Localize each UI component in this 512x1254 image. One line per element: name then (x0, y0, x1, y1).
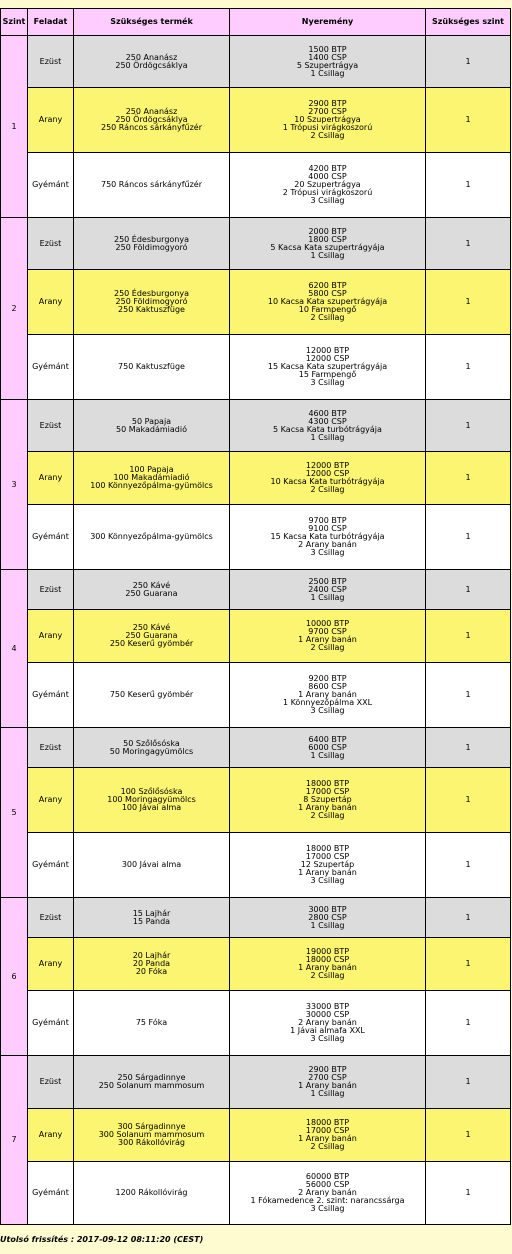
reward-line: 3 Csillag (310, 378, 345, 387)
required-products-cell (74, 153, 230, 218)
reward-line: 18000 BTP (305, 844, 350, 853)
level-cell: 7 (1, 1056, 28, 1225)
product-line: 50 Moringagyümölcs (109, 746, 194, 756)
task-cell: Gyémánt (28, 1162, 74, 1225)
table-row (1, 663, 511, 728)
required-products-cell (74, 88, 230, 153)
product-line: 250 Kávé (132, 623, 171, 632)
product-line: 250 Édesburgonya (113, 289, 189, 298)
reward-line: 5 Szupertrágya (296, 60, 359, 70)
reward-line: 1 Arany banán (298, 868, 357, 877)
level-cell: 4 (1, 570, 28, 728)
reward-line: 17000 CSP (305, 787, 350, 796)
task-cell: Arany (28, 1109, 74, 1162)
reward-line: 1 Arany banán (298, 963, 357, 972)
reward-line: 2700 CSP (308, 1073, 347, 1082)
table-row (1, 570, 511, 610)
product-line: 250 Solanum mammosum (98, 1081, 205, 1090)
required-products-cell (74, 452, 230, 505)
reward-line: 3000 BTP (308, 904, 347, 914)
reward-cell (230, 153, 426, 218)
reward-line: 2 Csillag (310, 1142, 345, 1151)
product-line: 300 Rákollóvirág (118, 1138, 185, 1147)
table-row (1, 991, 511, 1056)
reward-cell (230, 991, 426, 1056)
required-level-cell: 1 (426, 335, 511, 400)
reward-line: 2000 BTP (308, 226, 347, 236)
task-cell: Gyémánt (28, 663, 74, 728)
reward-line: 2 Trópusi virágkoszorú (282, 188, 373, 197)
reward-cell (230, 610, 426, 663)
reward-line: 19000 BTP (305, 947, 350, 956)
reward-line: 3 Csillag (310, 548, 345, 557)
task-cell: Gyémánt (28, 335, 74, 400)
product-line: 250 Kaktuszfüge (118, 305, 185, 314)
reward-line: 17000 CSP (305, 1126, 350, 1135)
product-line: 75 Fóka (135, 1018, 168, 1027)
product-line: 300 Sárgadinnye (117, 1122, 186, 1131)
reward-line: 1 Arany banán (298, 635, 357, 644)
task-cell: Gyémánt (28, 991, 74, 1056)
product-line: 250 Édesburgonya (113, 234, 189, 244)
task-table (0, 8, 511, 1225)
required-products-cell (74, 218, 230, 270)
reward-line: 4600 BTP (308, 408, 347, 418)
task-cell: Ezüst (28, 898, 74, 938)
reward-cell (230, 1109, 426, 1162)
task-cell: Arany (28, 88, 74, 153)
required-products-cell (74, 1056, 230, 1109)
required-level-cell: 1 (426, 898, 511, 938)
product-line: 20 Fóka (135, 967, 168, 976)
task-cell: Arany (28, 270, 74, 335)
product-line: 300 Könnyezőpálma-gyümölcs (90, 532, 213, 541)
reward-line: 2700 CSP (308, 107, 347, 116)
reward-line: 1 Arany banán (298, 690, 357, 699)
reward-cell (230, 452, 426, 505)
task-cell: Ezüst (28, 570, 74, 610)
reward-line: 2400 CSP (308, 584, 347, 594)
required-products-cell (74, 728, 230, 768)
required-products-cell (74, 898, 230, 938)
reward-line: 5 Kacsa Kata szupertrágyája (270, 242, 385, 252)
table-row (1, 400, 511, 452)
required-products-cell (74, 570, 230, 610)
required-products-cell (74, 938, 230, 991)
reward-cell (230, 88, 426, 153)
product-line: 250 Ráncos sárkányfűzér (100, 123, 203, 132)
product-line: 15 Lajhár (132, 908, 171, 918)
required-products-cell (74, 833, 230, 898)
reward-line: 1 Arany banán (298, 1081, 357, 1090)
reward-line: 2 Csillag (310, 131, 345, 140)
task-cell: Arany (28, 938, 74, 991)
product-line: 100 Jávai alma (121, 803, 182, 812)
required-products-cell (74, 505, 230, 570)
product-line: 250 Ananász (125, 107, 178, 116)
reward-cell (230, 768, 426, 833)
reward-line: 12000 CSP (305, 469, 350, 478)
required-products-cell (74, 400, 230, 452)
reward-line: 6000 CSP (308, 742, 347, 752)
reward-line: 33000 BTP (305, 1002, 350, 1011)
header-required-level: Szükséges szint (426, 9, 511, 36)
task-cell: Ezüst (28, 36, 74, 88)
product-line: 750 Keserű gyömbér (109, 690, 194, 699)
product-line: 750 Kaktuszfüge (118, 362, 185, 371)
reward-line: 15 Kacsa Kata turbótrágyája (270, 532, 385, 541)
table-row (1, 153, 511, 218)
reward-line: 15 Farmpengő (298, 370, 357, 379)
reward-line: 10000 BTP (305, 619, 350, 628)
required-level-cell: 1 (426, 768, 511, 833)
product-line: 1200 Rákollóvirág (115, 1188, 188, 1197)
table-row (1, 938, 511, 991)
table-row (1, 270, 511, 335)
reward-line: 1 Arany banán (298, 803, 357, 812)
reward-line: 10 Szupertrágya (294, 115, 361, 124)
product-line: 250 Ördögcsáklya (115, 115, 188, 124)
reward-line: 2800 CSP (308, 912, 347, 922)
task-cell: Ezüst (28, 218, 74, 270)
reward-line: 9700 BTP (308, 516, 347, 525)
required-level-cell: 1 (426, 1109, 511, 1162)
reward-line: 6200 BTP (308, 281, 347, 290)
task-cell: Gyémánt (28, 833, 74, 898)
reward-cell (230, 36, 426, 88)
required-products-cell (74, 663, 230, 728)
product-line: 250 Kávé (132, 580, 171, 590)
reward-line: 4200 BTP (308, 164, 347, 173)
reward-line: 4300 CSP (308, 416, 347, 426)
required-level-cell: 1 (426, 728, 511, 768)
reward-cell (230, 1162, 426, 1225)
reward-line: 10 Kacsa Kata turbótrágyája (270, 477, 385, 486)
required-products-cell (74, 991, 230, 1056)
table-body (1, 36, 511, 1225)
table-row (1, 1056, 511, 1109)
reward-line: 1 Csillag (310, 920, 345, 930)
table-row (1, 36, 511, 88)
reward-cell (230, 400, 426, 452)
required-level-cell: 1 (426, 1162, 511, 1225)
product-line: 20 Panda (132, 959, 171, 968)
reward-line: 2 Arany banán (298, 1188, 357, 1197)
product-line: 250 Földimogyoró (115, 297, 188, 306)
task-cell: Gyémánt (28, 153, 74, 218)
required-level-cell: 1 (426, 452, 511, 505)
reward-cell (230, 335, 426, 400)
reward-line: 2900 BTP (308, 99, 347, 108)
task-cell: Arany (28, 768, 74, 833)
table-row (1, 335, 511, 400)
reward-line: 2 Arany banán (298, 1018, 357, 1027)
product-line: 15 Panda (132, 916, 171, 926)
reward-line: 1500 BTP (308, 44, 347, 54)
reward-line: 1 Csillag (310, 250, 345, 260)
reward-line: 2900 BTP (308, 1065, 347, 1074)
reward-line: 3 Csillag (310, 196, 345, 205)
header-row (1, 9, 511, 36)
reward-line: 3 Csillag (310, 706, 345, 715)
product-line: 250 Ananász (125, 52, 178, 62)
required-level-cell: 1 (426, 36, 511, 88)
level-cell: 1 (1, 36, 28, 218)
task-cell: Arany (28, 452, 74, 505)
reward-line: 12000 BTP (305, 461, 350, 470)
reward-line: 15 Kacsa Kata szupertrágyája (267, 362, 388, 371)
table-row (1, 452, 511, 505)
product-line: 50 Szőlősóska (123, 738, 180, 748)
table-row (1, 505, 511, 570)
product-line: 50 Papaja (131, 416, 172, 426)
required-products-cell (74, 270, 230, 335)
reward-line: 5800 CSP (308, 289, 347, 298)
reward-cell (230, 218, 426, 270)
reward-line: 12000 BTP (305, 346, 350, 355)
reward-line: 9200 BTP (308, 674, 347, 683)
reward-line: 17000 CSP (305, 852, 350, 861)
reward-line: 12000 CSP (305, 354, 350, 363)
reward-line: 1 Csillag (310, 432, 345, 442)
reward-line: 4000 CSP (308, 172, 347, 181)
reward-cell (230, 728, 426, 768)
required-level-cell: 1 (426, 991, 511, 1056)
reward-cell (230, 898, 426, 938)
task-cell: Ezüst (28, 728, 74, 768)
header-task: Feladat (28, 9, 74, 36)
reward-line: 1 Fókamedence 2. szint: narancssárga (250, 1196, 405, 1205)
table-row (1, 88, 511, 153)
reward-line: 5 Kacsa Kata turbótrágyája (273, 424, 382, 434)
required-level-cell: 1 (426, 505, 511, 570)
product-line: 50 Makadámiadió (115, 424, 187, 434)
reward-line: 9700 CSP (308, 627, 347, 636)
product-line: 250 Földimogyoró (115, 242, 188, 252)
required-products-cell (74, 335, 230, 400)
task-cell: Ezüst (28, 400, 74, 452)
reward-line: 1 Arany banán (298, 1134, 357, 1143)
product-line: 250 Keserű gyömbér (109, 639, 194, 648)
level-cell: 3 (1, 400, 28, 570)
reward-line: 2 Csillag (310, 643, 345, 652)
required-level-cell: 1 (426, 610, 511, 663)
reward-line: 10 Kacsa Kata szupertrágyája (267, 297, 388, 306)
required-products-cell (74, 768, 230, 833)
product-line: 250 Guarana (125, 631, 178, 640)
reward-line: 1 Jávai almafa XXL (290, 1026, 365, 1035)
reward-line: 30000 CSP (305, 1010, 350, 1019)
table-row (1, 833, 511, 898)
required-products-cell (74, 1162, 230, 1225)
level-cell: 6 (1, 898, 28, 1056)
product-line: 20 Lajhár (132, 951, 171, 960)
product-line: 100 Moringagyümölcs (107, 795, 196, 804)
product-line: 250 Sárgadinnye (117, 1073, 186, 1082)
reward-line: 3 Csillag (310, 1034, 345, 1043)
reward-line: 1400 CSP (308, 52, 347, 62)
header-required-products: Szükséges termék (74, 9, 230, 36)
reward-cell (230, 938, 426, 991)
product-line: 250 Guarana (125, 588, 178, 598)
reward-line: 10 Farmpengő (298, 305, 357, 314)
required-level-cell: 1 (426, 570, 511, 610)
product-line: 250 Ördögcsáklya (115, 60, 188, 70)
required-level-cell: 1 (426, 833, 511, 898)
required-products-cell (74, 1109, 230, 1162)
header-reward: Nyeremény (230, 9, 426, 36)
product-line: 100 Makadámiadió (113, 473, 190, 482)
reward-line: 56000 CSP (305, 1180, 350, 1189)
product-line: 100 Könnyezőpálma-gyümölcs (90, 481, 213, 490)
product-line: 300 Solanum mammosum (98, 1130, 205, 1139)
table-row (1, 1109, 511, 1162)
task-cell: Gyémánt (28, 505, 74, 570)
reward-cell (230, 1056, 426, 1109)
reward-cell (230, 570, 426, 610)
required-level-cell: 1 (426, 153, 511, 218)
table-row (1, 610, 511, 663)
reward-line: 60000 BTP (305, 1172, 350, 1181)
product-line: 100 Papaja (129, 465, 174, 474)
reward-line: 12 Szupertáp (300, 860, 355, 869)
reward-line: 1 Trópusi virágkoszorú (282, 123, 373, 132)
required-products-cell (74, 36, 230, 88)
reward-line: 2 Csillag (310, 971, 345, 980)
reward-line: 3 Csillag (310, 876, 345, 885)
reward-cell (230, 833, 426, 898)
required-level-cell: 1 (426, 938, 511, 991)
reward-line: 1 Csillag (310, 1089, 345, 1098)
required-level-cell: 1 (426, 270, 511, 335)
required-level-cell: 1 (426, 218, 511, 270)
required-level-cell: 1 (426, 400, 511, 452)
reward-cell (230, 663, 426, 728)
reward-line: 2 Csillag (310, 811, 345, 820)
reward-line: 8 Szupertáp (303, 795, 352, 804)
header-level: Szint (1, 9, 28, 36)
reward-line: 6400 BTP (308, 734, 347, 744)
reward-line: 18000 BTP (305, 1118, 350, 1127)
top-strip (0, 0, 512, 8)
table-row (1, 898, 511, 938)
product-line: 300 Jávai alma (121, 860, 182, 869)
reward-line: 1800 CSP (308, 234, 347, 244)
reward-line: 2500 BTP (308, 576, 347, 586)
task-cell: Ezüst (28, 1056, 74, 1109)
level-cell: 5 (1, 728, 28, 898)
reward-line: 2 Arany banán (298, 540, 357, 549)
level-cell: 2 (1, 218, 28, 400)
reward-line: 8600 CSP (308, 682, 347, 691)
reward-line: 1 Csillag (310, 68, 345, 78)
reward-line: 2 Csillag (310, 313, 345, 322)
reward-line: 1 Csillag (310, 592, 345, 602)
table-row (1, 218, 511, 270)
product-line: 750 Ráncos sárkányfűzér (100, 180, 203, 189)
required-level-cell: 1 (426, 1056, 511, 1109)
required-products-cell (74, 610, 230, 663)
last-update-text: Utolsó frissítés : 2017-09-12 08:11:20 (CEST) (0, 1235, 204, 1244)
table-row (1, 728, 511, 768)
required-level-cell: 1 (426, 663, 511, 728)
reward-line: 18000 CSP (305, 955, 350, 964)
reward-cell (230, 505, 426, 570)
reward-line: 3 Csillag (310, 1204, 345, 1213)
reward-line: 1 Csillag (310, 750, 345, 760)
reward-line: 9100 CSP (308, 524, 347, 533)
reward-line: 20 Szupertrágya (294, 180, 361, 189)
reward-cell (230, 270, 426, 335)
product-line: 100 Szőlősóska (120, 787, 183, 796)
reward-line: 2 Csillag (310, 485, 345, 494)
reward-line: 1 Könnyezőpálma XXL (282, 698, 373, 707)
reward-line: 18000 BTP (305, 779, 350, 788)
required-level-cell: 1 (426, 88, 511, 153)
table-row (1, 1162, 511, 1225)
table-row (1, 768, 511, 833)
task-cell: Arany (28, 610, 74, 663)
